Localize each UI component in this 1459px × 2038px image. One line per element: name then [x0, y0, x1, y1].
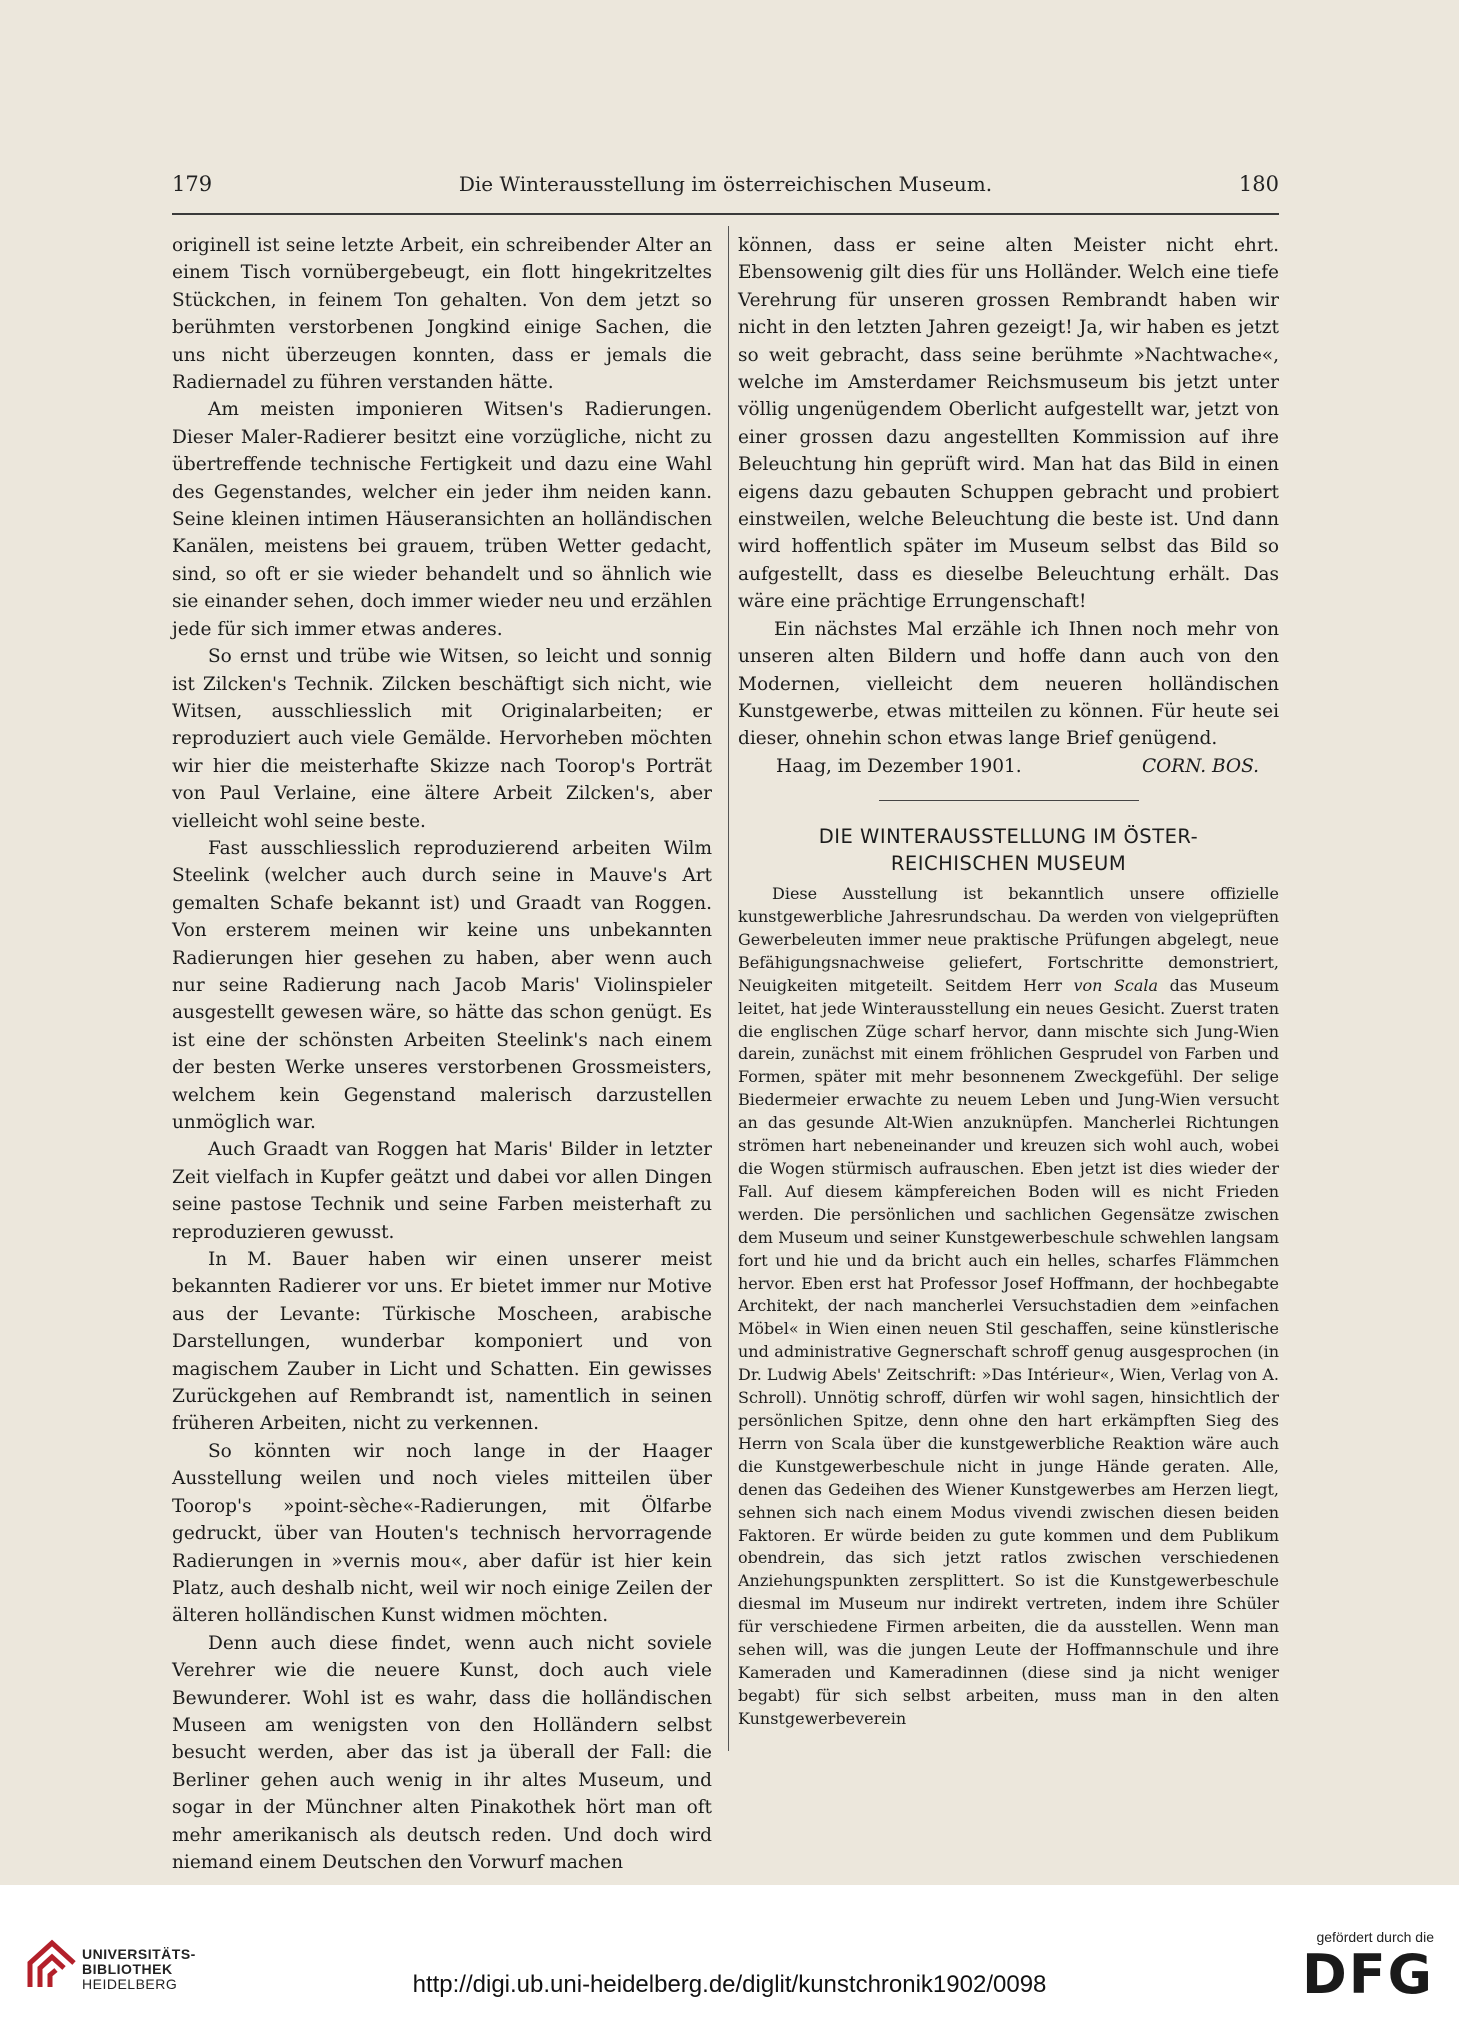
text-run: Diese Ausstellung ist bekanntlich unsere offizielle kunstgewerbliche Jahresrundschau. Da werden von vielgeprüften Gewerbeleuten immer neue praktische Prüfungen abgelegt, neue Befähigungsnachweise geliefert, Fortschritte demonstriert, Neuigkeiten mitgeteilt. Seitdem Herr — [738, 884, 1279, 995]
viewer-footer — [0, 1885, 1459, 2038]
paragraph — [738, 883, 1279, 1731]
paragraph: originell ist seine letzte Arbeit, ein schreibender Alter an einem Tisch vornübergebeugt, ein flott hingekritzeltes Stückchen, in feinem Ton gehalten. Von dem jetzt so berühmten verstorbenen Jongkind einige Sachen, die uns nicht überzeugen konnten, dass er jemals die Radiernadel zu führen verstanden hätte. — [172, 235, 712, 394]
paragraph: Fast ausschliesslich reproduzierend arbeiten Wilm Steelink (welcher auch durch seine in Mauve's Art gemalten Schafe bekannt ist) und Graadt van Roggen. Von ersterem meinen wir keine uns unbekannten Radierungen hier gesehen zu haben, aber wenn auch nur seine Radierung nach Jacob Maris' Violinspieler ausgestellt gewesen wäre, so hätte das schon genügt. Es ist eine der schönsten Arbeiten Steelink's nach einem der besten Werke unseres verstorbenen Grossmeisters, welchem kein Gegenstand malerisch darzustellen unmöglich war. — [172, 837, 712, 1133]
page-number-left: 179 — [172, 172, 213, 196]
text-run-italic: von Scala — [1073, 975, 1159, 995]
signature-place-date: Haag, im Dezember 1901. — [776, 755, 1022, 777]
paragraph: So könnten wir noch lange in der Haager Ausstellung weilen und noch vieles mitteilen über Toorop's »point-sèche«-Radierungen, mit Ölfarbe gedruckt, über van Houten's technisch hervorragende Radierungen in »vernis mou«, aber dafür ist hier kein Platz, auch deshalb nicht, weil wir noch einige Zeilen der älteren holländischen Kunst widmen möchten. — [172, 1440, 712, 1627]
section-divider — [879, 800, 1139, 801]
header-rule — [172, 213, 1279, 215]
paragraph: Auch Graadt van Roggen hat Maris' Bilder in letzter Zeit vielfach in Kupfer geätzt und dabei vor allen Dingen seine pastose Technik und seine Farben meisterhaft zu reproduzieren gewusst. — [172, 1139, 712, 1243]
left-column — [172, 232, 712, 1876]
paragraph: Denn auch diese findet, wenn auch nicht soviele Verehrer wie die neuere Kunst, doch auch viele Bewunderer. Wohl ist es wahr, dass die holländischen Museen am wenigsten von den Holländern selbst besucht werden, aber das ist ja überall der Fall: die Berliner gehen auch wenig in ihr altes Museum, und sogar in der Münchner alten Pinakothek hört man oft mehr amerikanisch als deutsch reden. Und doch wird niemand einem Deutschen den Vorwurf machen — [172, 1632, 712, 1873]
paragraph: Am meisten imponieren Witsen's Radierungen. Dieser Maler-Radierer besitzt eine vorzügliche, nicht zu übertreffende technische Fertigkeit und dazu eine Wahl des Gegenstandes, welcher ein jeder ihm neiden kann. Seine kleinen intimen Häuseransichten an holländischen Kanälen, meistens bei grauem, trüben Wetter gedacht, sind, so oft er sie wieder behandelt und so ähnlich wie sie einander sehen, doch immer wieder neu und erzählen jede für sich immer etwas anderes. — [172, 399, 712, 640]
running-title: Die Winterausstellung im österreichischen Museum. — [458, 172, 993, 196]
funder-block — [1284, 1929, 1434, 2005]
signature-line — [738, 753, 1279, 780]
paragraph: So ernst und trübe wie Witsen, so leicht und sonnig ist Zilcken's Technik. Zilcken beschäftigt sich nicht, wie Witsen, ausschliesslich mit Originalarbeiten; er reproduziert auch viele Gemälde. Hervorheben möchten wir hier die meisterhafte Skizze nach Toorop's Porträt von Paul Verlaine, eine ältere Arbeit Zilcken's, aber vielleicht wohl seine beste. — [172, 646, 712, 832]
paragraph: Ein nächstes Mal erzähle ich Ihnen noch mehr von unseren alten Bildern und hoffe dann auch von den Modernen, vielleicht dem neueren holländischen Kunstgewerbe, etwas mitteilen zu können. Für heute sei dieser, ohnehin schon etwas lange Brief genügend. — [738, 618, 1279, 750]
library-name-line: BIBLIOTHEK — [82, 1961, 173, 1977]
right-column — [738, 232, 1279, 1731]
funded-by-label: gefördert durch die — [1316, 1929, 1434, 1945]
library-name-line: HEIDELBERG — [82, 1976, 178, 1992]
article-title-line: DIE WINTERAUSSTELLUNG IM ÖSTER- — [818, 825, 1199, 849]
paragraph: können, dass er seine alten Meister nicht ehrt. Ebensowenig gilt dies für uns Holländer. Welch eine tiefe Verehrung für unseren grossen Rembrandt haben wir nicht in den letzten Jahren gezeigt! Ja, wir haben es jetzt so weit gebracht, dass seine berühmte »Nachtwache«, welche im Amsterdamer Reichsmuseum bis jetzt unter völlig ungenügendem Oberlicht aufgestellt war, jetzt von einer grossen dazu angestellten Kommission auf ihre Beleuchtung hin geprüft wird. Man hat das Bild in einen eigens dazu gebauten Schuppen gebracht und probiert einstweilen, welche Beleuchtung die beste ist. Und dann wird hoffentlich später im Museum selbst das Bild so aufgestellt, dass es dieselbe Beleuchtung erhält. Das wäre eine prächtige Errungenschaft! — [738, 235, 1279, 613]
permalink-url[interactable]: http://digi.ub.uni-heidelberg.de/diglit/kunstchronik1902/0098 — [412, 1971, 1047, 1998]
text-run: das Museum leitet, hat jede Winterausstellung ein neues Gesicht. Zuerst traten die englischen Züge scharf hervor, dann mischte sich Jung-Wien darein, zunächst mit einem fröhlichen Gesprudel von Farben und Formen, später mit mehr besonnenem Zweckgefühl. Der selige Biedermeier erwachte zu neuem Leben und Jung-Wien versucht an das gesunde Alt-Wien anzuknüpfen. Mancherlei Richtungen strömen hart nebeneinander und kreuzen sich wohl auch, wobei die Wogen stürmisch aufrauschen. Eben jetzt ist dies wieder der Fall. Auf diesem kämpfereichen Boden will es nicht Frieden werden. Die persönlichen und sachlichen Gegensätze zwischen dem Museum und seiner Kunstgewerbeschule schwehlen langsam fort und hie und da bricht auch ein helles, scharfes Flämmchen hervor. Eben erst hat Professor Josef Hoffmann, der hochbegabte Architekt, der nach mancherlei Versuchstadien dem »einfachen Möbel« in Wien einen neuen Stil geschaffen, seine künstlerische und administrative Gegnerschaft schroff genug ausgesprochen (in Dr. Ludwig Abels' Zeitschrift: »Das Intérieur«, Wien, Verlag von A. Schroll). Unnötig schroff, dürfen wir wohl sagen, hinsichtlich der persönlichen Spitze, denn ohne den hart erkämpften Sieg des Herrn von Scala über die kunstgewerbliche Reaktion wäre auch die Kunstgewerbeschule nicht in junge Hände geraten. Alle, denen das Gedeihen des Wiener Kunstgewerbes am Herzen liegt, sehnen sich nach einem Modus vivendi zwischen diesen beiden Faktoren. Er würde beiden zu gute kommen und dem Publikum obendrein, das sich jetzt ratlos zwischen verschiedenen Anziehungspunkten zersplittert. So ist die Kunstgewerbeschule diesmal im Museum nur indirekt vertreten, indem ihre Schüler für verschiedene Firmen arbeiten, die da ausstellen. Wenn man sehen will, was die jungen Leute der Hoffmannschule und ihre Kameraden und Kameradinnen (diese sind ja nicht weniger begabt) für sich selbst arbeiten, muss man in den alten Kunstgewerbeverein — [738, 975, 1279, 1728]
article-title-line: REICHISCHEN MUSEUM — [890, 852, 1127, 876]
dfg-logo[interactable]: DFG — [1301, 1943, 1434, 2006]
page-number-right: 180 — [1238, 172, 1279, 196]
library-name-line: UNIVERSITÄTS- — [82, 1946, 196, 1962]
signature-author: CORN. BOS. — [1141, 755, 1259, 777]
article-body — [738, 883, 1279, 1731]
paragraph: In M. Bauer haben wir einen unserer meist bekannten Radierer vor uns. Er bietet immer nur Motive aus der Levante: Türkische Moscheen, arabische Darstellungen, wunderbar komponiert und von magischem Zauber in Licht und Schatten. Ein gewisses Zurückgehen auf Rembrandt ist, namentlich in seinen früheren Arbeiten, nicht zu verkennen. — [172, 1249, 712, 1435]
article-title — [738, 823, 1279, 877]
column-divider — [728, 226, 729, 1751]
running-header — [172, 166, 1279, 208]
